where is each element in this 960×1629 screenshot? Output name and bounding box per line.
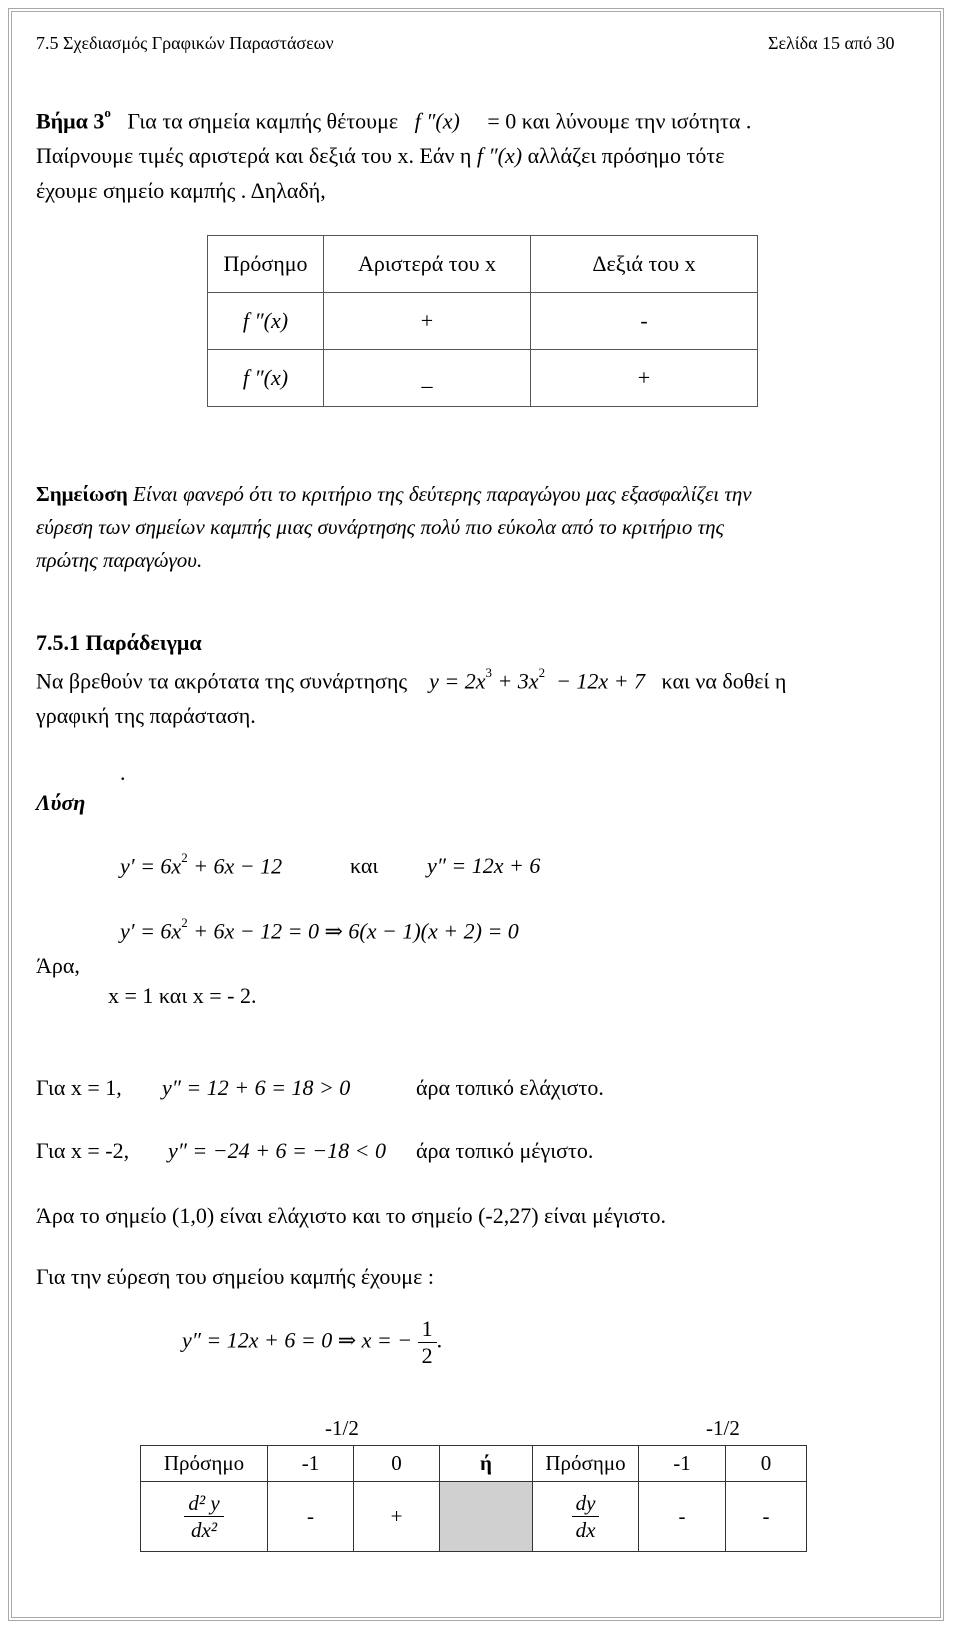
note-line1: Σημείωση Είναι φανερό ότι το κριτήριο της δεύτερης παραγώγου μας εξασφαλίζει την (36, 482, 752, 506)
second-derivative: y″ = 12x + 6 (427, 853, 541, 878)
sign-table-row: f ″(x) _ + (208, 350, 758, 407)
ara-word: Άρα, (36, 953, 80, 978)
case2-x: Για x = -2, (36, 1138, 130, 1163)
derivatives-line: $y' = 6x^2 + 6x - 12$ (120, 850, 283, 879)
roots: x = 1 και x = - 2. (108, 983, 257, 1008)
second-derivative-fraction: $\frac{\text{d² y}}{\text{dx²}}$ (184, 1490, 223, 1543)
mark-right: -1/2 (706, 1416, 740, 1440)
step3-line3: έχουμε σημείο καμπής . Δηλαδή, (36, 178, 326, 203)
note-line3: πρώτης παραγώγου. (36, 548, 203, 572)
solution-label: Λύση (36, 790, 86, 815)
fpp-symbol: f ″(x) (414, 108, 460, 134)
solution-dot: . (120, 760, 126, 785)
note-label: Σημείωση (36, 482, 128, 506)
mark-left: -1/2 (325, 1416, 359, 1440)
sign-table-row: f ″(x) + - (208, 293, 758, 350)
case2-eval: y″ = −24 + 6 = −18 < 0 (168, 1138, 387, 1163)
case1-result: άρα τοπικό ελάχιστο. (416, 1075, 604, 1100)
case1-x: Για x = 1, (36, 1075, 122, 1100)
or-cell: ή (440, 1446, 533, 1482)
fraction-half: $\frac{1}{2}$ (418, 1316, 437, 1369)
equation-line: $y' = 6x^2 + 6x - 12 = 0$ ⇒ 6(x − 1)(x + 2) = 0 (120, 915, 519, 944)
sign-table (207, 235, 758, 407)
bottom-table-row: Πρόσημο -1 0 ή Πρόσημο -1 0 (141, 1446, 807, 1482)
kai-word: και (350, 853, 379, 878)
bottom-table-row: $\frac{\text{d² y}}{\text{dx²}}$ - + $\frac{dy}{dx}$ - - (141, 1482, 807, 1552)
example-title: 7.5.1 Παράδειγμα (36, 630, 202, 655)
step3-line2: Παίρνουμε τιμές αριστερά και δεξιά του x. Εάν η f ″(x) αλλάζει πρόσημο τότε (36, 143, 725, 168)
header-page: Σελίδα 15 από 30 (768, 33, 895, 53)
note-line2: εύρεση των σημείων καμπής μιας συνάρτησης πολύ πιο εύκολα από το κριτήριο της (36, 515, 725, 539)
header-section: 7.5 Σχεδιασμός Γραφικών Παραστάσεων (36, 33, 334, 53)
gray-cell (440, 1482, 533, 1552)
inflection-intro: Για την εύρεση του σημείου καμπής έχουμε : (36, 1264, 434, 1289)
bottom-sign-table (140, 1445, 807, 1552)
case2-result: άρα τοπικό μέγιστο. (416, 1138, 594, 1163)
step3-label: Βήμα 3 (36, 108, 105, 134)
conclusion: Άρα το σημείο (1,0) είναι ελάχιστο και το σημείο (-2,27) είναι μέγιστο. (36, 1203, 666, 1228)
step3-line1: Βήμα $3^o$ Για τα σημεία καμπής θέτουμε f ″(x) = 0 και λύνουμε την ισότητα . (36, 105, 752, 134)
example-prompt-line2: γραφική της παράσταση. (36, 703, 256, 728)
sign-table-header: Πρόσημο Αριστερά του x Δεξιά του x (208, 236, 758, 293)
first-derivative-fraction: $\frac{dy}{dx}$ (572, 1490, 600, 1543)
example-prompt: Να βρεθούν τα ακρότατα της συνάρτησης $y = 2x^3 + 3x^2 - 12x + 7$ και να δοθεί η (36, 665, 787, 694)
case1-eval: y″ = 12 + 6 = 18 > 0 (162, 1075, 351, 1100)
inflection-equation: y″ = 12x + 6 = 0 ⇒ x = − $\frac{1}{2}$ . (182, 1316, 443, 1368)
